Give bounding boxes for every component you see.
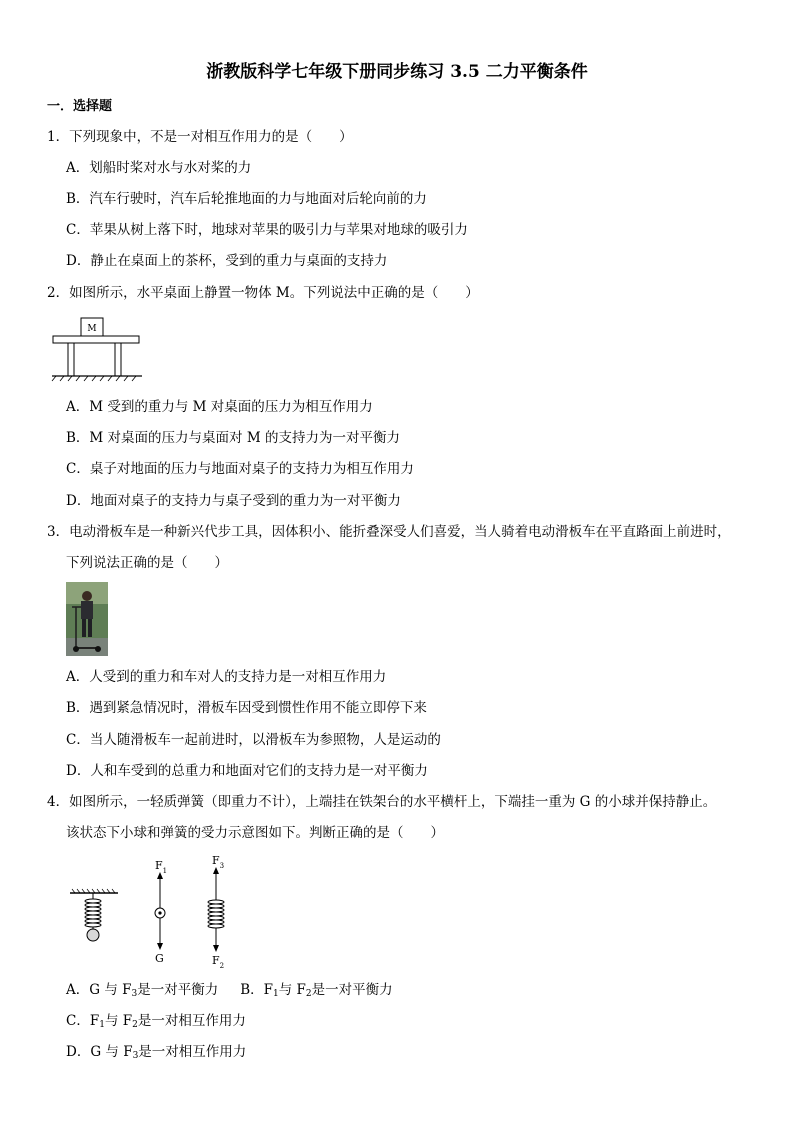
table-figure xyxy=(50,316,145,382)
force-f3-label: $F_3$ xyxy=(212,854,225,870)
page-title: 浙教版科学七年级下册同步练习 3.5 二力平衡条件 xyxy=(206,62,588,82)
question-2-option-b: B．M 对桌面的压力与桌面对 M 的支持力为一对平衡力 xyxy=(66,430,400,446)
question-1-option-a: A．划船时桨对水与水对桨的力 xyxy=(66,160,252,176)
table-leg-left xyxy=(68,343,74,376)
question-2-option-d: D．地面对桌子的支持力与桌子受到的重力为一对平衡力 xyxy=(66,493,401,509)
force-f1-label: $F_1$ xyxy=(155,859,168,875)
question-3-stem-line-2: 下列说法正确的是（ ） xyxy=(66,555,228,571)
question-4-options-row-1 xyxy=(66,981,415,1003)
question-3-option-b: B．遇到紧急情况时，滑板车因受到惯性作用不能立即停下来 xyxy=(66,700,427,716)
question-4-option-c: C．$F_1$与 $F_2$是一对相互作用力 xyxy=(66,1013,246,1030)
spring-force-figure xyxy=(66,852,246,972)
question-4-stem-line-1: 4．如图所示，一轻质弹簧（即重力不计），上端挂在铁架台的水平横杆上，下端挂一重为 G 的小球并保持静止。 xyxy=(47,794,717,810)
question-2-option-c: C．桌子对地面的压力与地面对桌子的支持力为相互作用力 xyxy=(66,461,414,477)
question-4-stem-line-2: 该状态下小球和弹簧的受力示意图如下。判断正确的是（ ） xyxy=(66,825,444,841)
question-4-option-b: B．$F_1$与 $F_2$是一对平衡力 xyxy=(240,982,393,999)
question-3-option-a: A．人受到的重力和车对人的支持力是一对相互作用力 xyxy=(66,669,387,685)
block-m-label: M xyxy=(87,324,97,334)
question-1-option-d: D．静止在桌面上的茶杯，受到的重力与桌面的支持力 xyxy=(66,253,388,269)
question-4-option-d: D．G 与 $F_3$是一对相互作用力 xyxy=(66,1044,247,1061)
scooter-photo xyxy=(66,582,108,656)
section-heading: 一．选择题 xyxy=(47,99,113,114)
question-3-stem-line-1: 3．电动滑板车是一种新兴代步工具，因体积小、能折叠深受人们喜爱，当人骑着电动滑板车在平直路面上前进时， xyxy=(47,524,731,540)
question-1-option-b: B．汽车行驶时，汽车后轮推地面的力与地面对后轮向前的力 xyxy=(66,191,427,207)
question-1-option-c: C．苹果从树上落下时，地球对苹果的吸引力与苹果对地球的吸引力 xyxy=(66,222,468,238)
question-3-option-d: D．人和车受到的总重力和地面对它们的支持力是一对平衡力 xyxy=(66,763,428,779)
hanging-spring xyxy=(85,899,101,927)
ground-hatching xyxy=(52,376,136,381)
question-2-option-a: A．M 受到的重力与 M 对桌面的压力为相互作用力 xyxy=(66,399,373,415)
force-g-label: G xyxy=(155,952,164,965)
table-leg-right xyxy=(115,343,121,376)
spring-diagram xyxy=(208,900,224,928)
table-top xyxy=(53,336,139,343)
question-1-stem: 1．下列现象中，不是一对相互作用力的是（ ） xyxy=(47,129,353,145)
question-3-option-c: C．当人随滑板车一起前进时，以滑板车为参照物，人是运动的 xyxy=(66,732,441,748)
question-2-stem: 2．如图所示，水平桌面上静置一物体 M。下列说法中正确的是（ ） xyxy=(47,285,479,301)
question-4-option-a: A．G 与 $F_3$是一对平衡力 xyxy=(66,982,219,999)
force-f2-label: $F_2$ xyxy=(212,954,225,970)
hanging-ball xyxy=(87,929,99,941)
